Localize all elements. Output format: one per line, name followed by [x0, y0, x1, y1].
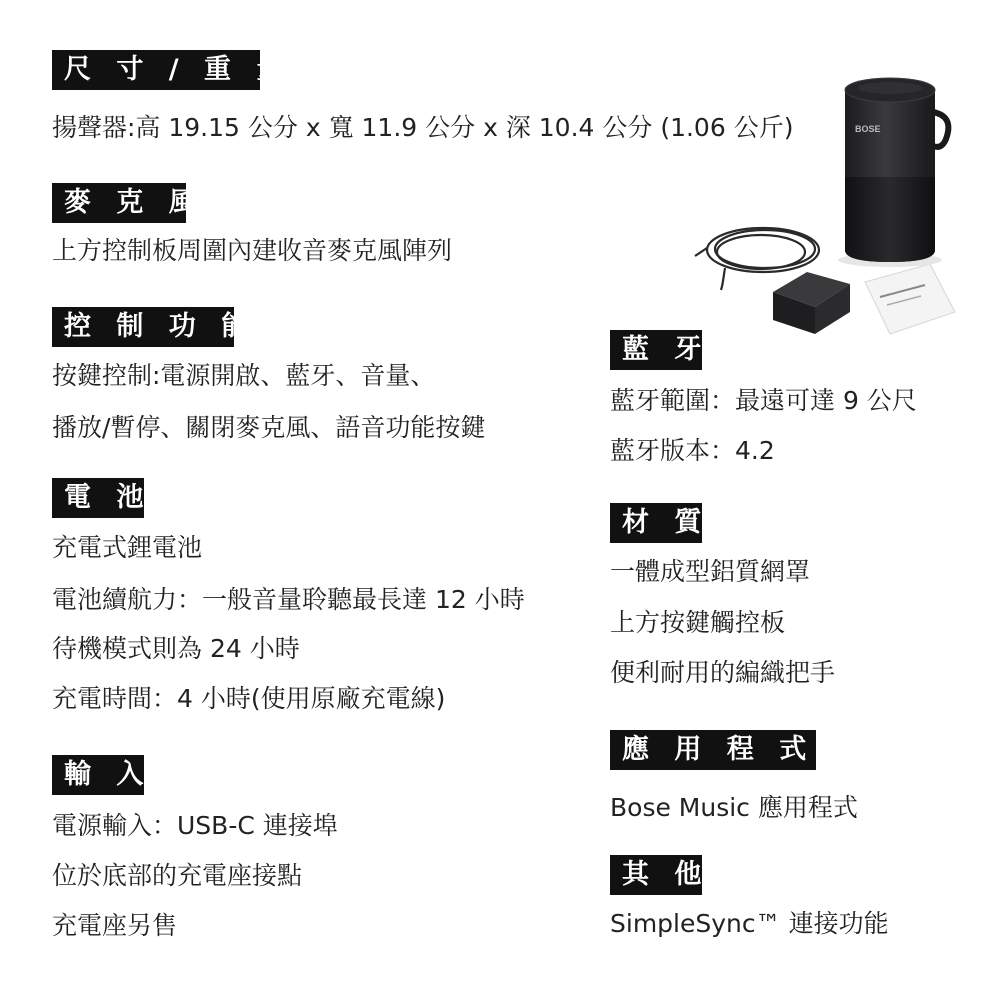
battery-line-2: 電池續航力：一般音量聆聽最長達 12 小時	[52, 585, 525, 614]
controls-line-2: 播放/暫停、關閉麥克風、語音功能按鍵	[52, 413, 486, 442]
mic-line-1: 上方控制板周圍內建收音麥克風陣列	[52, 236, 453, 265]
battery-line-3: 待機模式則為 24 小時	[52, 634, 300, 663]
size-line-1: 揚聲器:高 19.15 公分 x 寬 11.9 公分 x 深 10.4 公分 (1.06 公斤)	[52, 113, 794, 142]
app-line-1: Bose Music 應用程式	[610, 793, 858, 822]
input-line-2: 位於底部的充電座接點	[52, 861, 303, 890]
battery-line-4: 充電時間：4 小時(使用原廠充電線)	[52, 684, 446, 713]
heading-bluetooth: 藍 牙	[610, 330, 702, 370]
controls-line-1: 按鍵控制:電源開啟、藍牙、音量、	[52, 361, 436, 390]
bluetooth-line-2: 藍牙版本：4.2	[610, 436, 775, 465]
power-adapter-icon	[773, 272, 850, 334]
input-line-1: 電源輸入：USB-C 連接埠	[52, 811, 338, 840]
heading-microphone: 麥 克 風	[52, 183, 186, 223]
heading-controls: 控 制 功 能	[52, 307, 234, 347]
heading-battery: 電 池	[52, 478, 144, 518]
material-line-1: 一體成型鋁質網罩	[610, 557, 811, 586]
bluetooth-line-1: 藍牙範圍：最遠可達 9 公尺	[610, 386, 917, 415]
bose-speaker-icon	[685, 72, 960, 342]
heading-app: 應 用 程 式	[610, 730, 816, 770]
quick-start-guide-icon	[865, 264, 955, 334]
product-image	[685, 72, 960, 342]
heading-material: 材 質	[610, 503, 702, 543]
input-line-3: 充電座另售	[52, 911, 178, 940]
heading-other: 其 他	[610, 855, 702, 895]
other-line-1: SimpleSync™ 連接功能	[610, 909, 889, 938]
material-line-3: 便利耐用的編織把手	[610, 658, 836, 687]
heading-size-weight: 尺 寸 / 重 量	[52, 50, 260, 90]
brand-logo-text: BOSE	[855, 124, 881, 134]
heading-input: 輸 入	[52, 755, 144, 795]
material-line-2: 上方按鍵觸控板	[610, 608, 786, 637]
battery-line-1: 充電式鋰電池	[52, 533, 203, 562]
